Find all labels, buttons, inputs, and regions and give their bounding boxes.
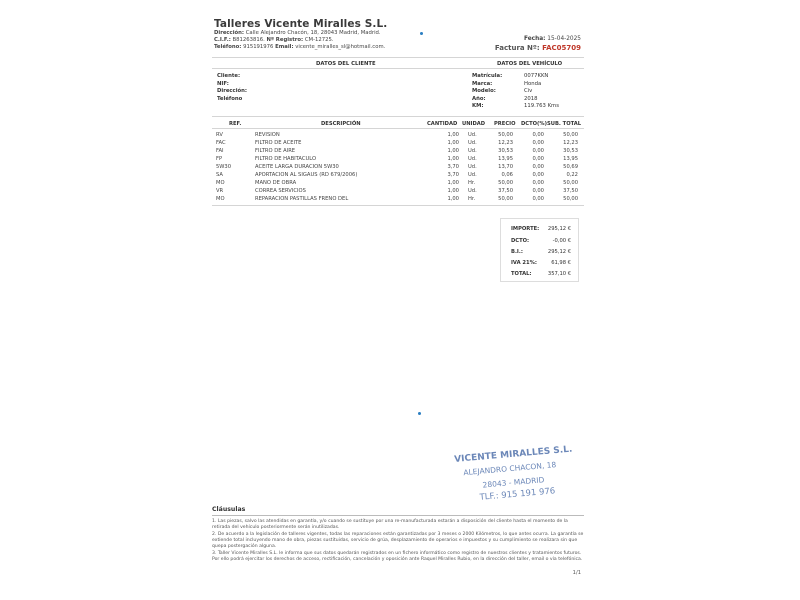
- cell-unidad: Ud.: [468, 132, 477, 138]
- cell-sub: 50,69: [563, 164, 578, 170]
- cell-precio: 30,53: [498, 148, 513, 154]
- cell-desc: FILTRO DE ACEITE: [255, 140, 302, 146]
- table-row: [212, 148, 585, 156]
- cell-unidad: Hr.: [468, 180, 476, 186]
- cell-dcto: 0,00: [532, 196, 544, 202]
- table-row: [212, 188, 585, 196]
- cell-cant: 1,00: [447, 132, 459, 138]
- cell-cant: 3,70: [447, 172, 459, 178]
- cell-desc: APORTACION AL SIGAUS (RD 679/2006): [255, 172, 358, 178]
- cell-precio: 13,95: [498, 156, 513, 162]
- cell-desc: REPARACION PASTILLAS FRENO DEL: [255, 196, 349, 202]
- marker-dot: [420, 32, 423, 35]
- cell-unidad: Ud.: [468, 172, 477, 178]
- vehicle-section-title: DATOS DEL VEHÍCULO: [497, 61, 563, 67]
- clausula-3: 3. Taller Vicente Miralles S.L. le informa que sus datos quedarán registrados en un fichero informático como registro de nuestros clientes y tratamientos futuros. Por ello podrá ejercitar los derechos de acceso, rectificación, cancelación y oposición ante Raquel Miralles Rubio, en la dirección del taller, email o vía telefónica.: [212, 551, 583, 562]
- cell-dcto: 0,00: [532, 180, 544, 186]
- company-name: Talleres Vicente Miralles S.L.: [214, 18, 388, 30]
- totals-box: IMPORTE: 295,12 € DCTO: -0,00 € B.I.: 295,12 € IVA 21%: 61,98 € TOTAL: 357,10 €: [500, 218, 579, 282]
- cell-ref: FAC: [216, 140, 226, 146]
- invoice-number: Factura Nº: FAC05709: [494, 44, 581, 52]
- table-row: [212, 172, 585, 180]
- vehicle-field: Modelo: Civ: [472, 88, 533, 94]
- cell-sub: 50,00: [563, 196, 578, 202]
- cell-cant: 1,00: [447, 188, 459, 194]
- col-dcto: DCTO(%): [521, 121, 548, 127]
- client-field: NIF:: [217, 80, 229, 87]
- client-field: Teléfono: [217, 95, 243, 102]
- cell-cant: 1,00: [447, 180, 459, 186]
- cell-dcto: 0,00: [532, 188, 544, 194]
- client-field: Cliente:: [217, 73, 241, 79]
- cell-sub: 12,23: [563, 140, 578, 146]
- cell-precio: 50,00: [498, 180, 513, 186]
- cell-ref: RV: [216, 132, 223, 138]
- cell-ref: MO: [216, 180, 225, 186]
- cell-desc: CORREA SERVICIOS: [255, 188, 306, 194]
- cell-dcto: 0,00: [532, 148, 544, 154]
- clausula-2: 2. De acuerdo a la legislación de talleres vigentes, todas las reparaciones están garantizadas por 3 meses o 2000 Kilómetros, lo que antes ocurra. La garantía se extiende total incluyendo mano de obra, piezas sustituidas, servicio de grúa, desplazamiento de operarios e impuestos y su cumplimiento se realizara sin que quepa postergación alguna.: [212, 532, 584, 549]
- cell-desc: FILTRO DE HABITACULO: [255, 156, 317, 162]
- cell-ref: MO: [216, 196, 225, 202]
- divider: [212, 116, 584, 117]
- divider: [212, 128, 584, 129]
- invoice-date: Fecha: 15-04-2025: [524, 36, 581, 42]
- vehicle-field: KM: 119.763 Kms: [472, 103, 559, 109]
- cell-unidad: Hr.: [468, 196, 476, 202]
- vehicle-field: Año: 2018: [472, 95, 538, 102]
- cell-desc: MANO DE OBRA: [255, 180, 297, 186]
- cell-desc: REVISION: [255, 132, 280, 138]
- vehicle-field: Matrícula: 0077KKN: [472, 73, 549, 79]
- cell-sub: 13,95: [563, 156, 578, 162]
- col-cantidad: CANTIDAD: [427, 121, 458, 127]
- cell-precio: 50,00: [498, 132, 513, 138]
- cell-unidad: Ud.: [468, 188, 477, 194]
- cell-dcto: 0,00: [532, 164, 544, 170]
- table-row: [212, 196, 585, 204]
- cell-sub: 0,22: [566, 172, 578, 178]
- cell-ref: VR: [216, 188, 224, 194]
- col-precio: PRECIO: [494, 121, 516, 127]
- company-registration: C.I.F.: B81263816. Nº Registro: CM-12725.: [214, 37, 334, 43]
- cell-cant: 3,70: [447, 164, 459, 170]
- company-address: Dirección: Calle Alejandro Chacón, 18, 28043 Madrid, Madrid.: [214, 30, 381, 36]
- cell-sub: 37,50: [563, 188, 578, 194]
- col-unidad: UNIDAD: [462, 121, 486, 127]
- cell-unidad: Ud.: [468, 148, 477, 154]
- table-row: [212, 164, 585, 172]
- cell-ref: FP: [216, 156, 223, 162]
- cell-ref: FAI: [216, 148, 224, 154]
- cell-precio: 12,23: [498, 140, 513, 146]
- cell-precio: 37,50: [498, 188, 513, 194]
- divider: [212, 57, 584, 58]
- vehicle-field: Marca: Honda: [472, 80, 542, 87]
- clausula-1: 1. Las piezas, salvo las atendidas en garantía, y/o cuando se sustituye por una re-manufacturada estarán a disposición del cliente hasta el momento de la retirada del vehículo posteriormente serán inutilizadas.: [212, 519, 568, 530]
- cell-unidad: Ud.: [468, 164, 477, 170]
- cell-precio: 13,70: [498, 164, 513, 170]
- company-contact: Teléfono: 915191976 Email: vicente_miralles_sl@hotmail.com.: [214, 44, 386, 50]
- clausulas-title: Cláusulas: [212, 506, 246, 513]
- divider: [212, 515, 584, 516]
- cell-dcto: 0,00: [532, 156, 544, 162]
- col-ref: REF.: [229, 121, 242, 127]
- table-row: [212, 132, 585, 140]
- client-field: Dirección:: [217, 88, 248, 94]
- divider: [212, 68, 584, 69]
- company-stamp: VICENTE MIRALLES S.L. ALEJANDRO CHACON, 18 28043 - MADRID TLF.: 915 191 976: [453, 444, 573, 503]
- cell-ref: SA: [216, 172, 223, 178]
- cell-cant: 1,00: [447, 156, 459, 162]
- cell-unidad: Ud.: [468, 156, 477, 162]
- table-row: [212, 140, 585, 148]
- table-row: [212, 180, 585, 188]
- cell-cant: 1,00: [447, 148, 459, 154]
- cell-desc: FILTRO DE AIRE: [255, 148, 296, 154]
- col-subtotal: SUB. TOTAL: [547, 121, 582, 127]
- vehicle-fields: [472, 73, 559, 109]
- cell-sub: 30,53: [563, 148, 578, 154]
- table-body: [212, 132, 585, 212]
- table-row: [212, 156, 585, 164]
- cell-cant: 1,00: [447, 196, 459, 202]
- cell-desc: ACEITE LARGA DURACION 5W30: [255, 164, 339, 170]
- cell-sub: 50,00: [563, 180, 578, 186]
- cell-precio: 0,06: [501, 172, 513, 178]
- page-number: 1/1: [572, 570, 581, 576]
- cell-unidad: Ud.: [468, 140, 477, 146]
- client-section-title: DATOS DEL CLIENTE: [316, 61, 376, 67]
- marker-dot: [418, 412, 421, 415]
- divider: [212, 205, 584, 206]
- cell-dcto: 0,00: [532, 140, 544, 146]
- cell-sub: 50,00: [563, 132, 578, 138]
- cell-ref: 5W30: [216, 164, 232, 170]
- cell-dcto: 0,00: [532, 132, 544, 138]
- client-fields: [217, 73, 272, 102]
- col-descripcion: DESCRIPCIÓN: [321, 121, 361, 127]
- cell-cant: 1,00: [447, 140, 459, 146]
- cell-precio: 50,00: [498, 196, 513, 202]
- cell-dcto: 0,00: [532, 172, 544, 178]
